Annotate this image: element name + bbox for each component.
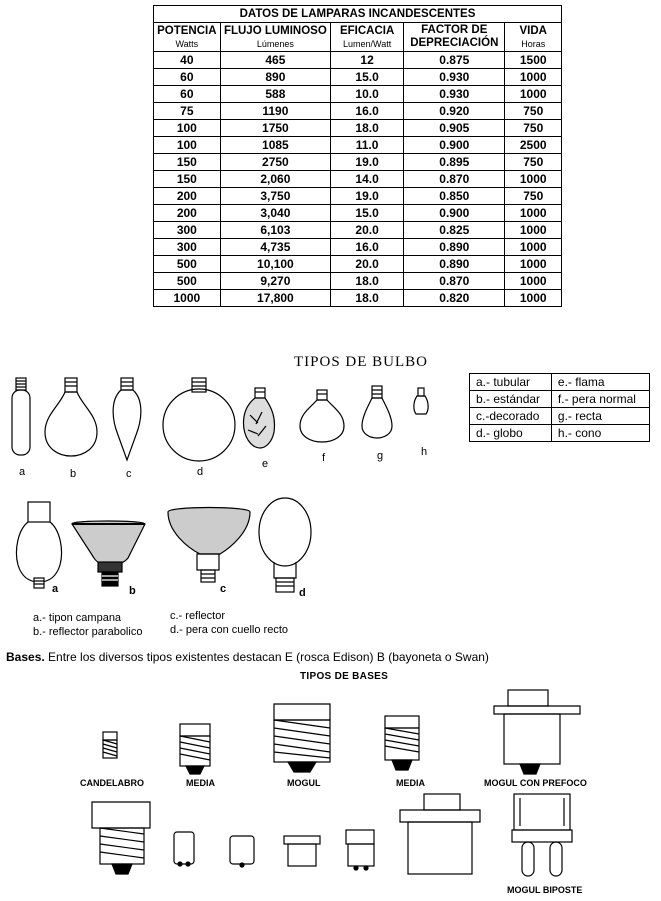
special-caption-left: a.- tipon campana b.- reflector parabolico (33, 612, 143, 638)
table-title: DATOS DE LAMPARAS INCANDESCENTES (154, 6, 562, 23)
table-cell: 1000 (154, 290, 221, 307)
table-cell: 19.0 (331, 154, 404, 171)
base-mogul-prefoco (494, 690, 580, 774)
table-cell: 150 (154, 154, 221, 171)
bases-drawing (0, 690, 661, 900)
base-large-screw (92, 802, 150, 874)
table-cell: 20.0 (331, 222, 404, 239)
base-bayonet-medium (284, 836, 320, 866)
column-header-unit: Watts (175, 38, 199, 49)
column-header-unit: Lúmenes (256, 38, 294, 49)
table-cell: 0.905 (404, 120, 505, 137)
table-row (154, 69, 562, 86)
bulb-letter: b (70, 468, 77, 480)
table-cell: 0.930 (404, 86, 505, 103)
table-cell: 150 (154, 171, 221, 188)
legend-cell: e.- flama (551, 374, 649, 391)
column-header-unit: Lumen/Watt (343, 38, 392, 49)
table-row (154, 120, 562, 137)
legend-cell: g.- recta (551, 408, 649, 425)
table-cell: 0.820 (404, 290, 505, 307)
special-bulb-d (259, 498, 311, 592)
bases-title: TIPOS DE BASES (300, 671, 389, 682)
bulb-letter: g (377, 450, 384, 462)
bulb-f-pear (300, 390, 344, 442)
table-cell: 10,100 (220, 256, 330, 273)
special-bulb-a (16, 502, 61, 588)
table-cell: 15.0 (331, 205, 404, 222)
column-header-unit: Horas (521, 38, 546, 49)
base-mogul (274, 704, 330, 772)
table-cell: 19.0 (331, 188, 404, 205)
table-cell: 588 (220, 86, 330, 103)
bulb-b-standard (45, 378, 97, 456)
table-cell: 0.890 (404, 256, 505, 273)
table-cell: 3,040 (220, 205, 330, 222)
table-cell: 4,735 (220, 239, 330, 256)
table-cell: 2,060 (220, 171, 330, 188)
base-bayonet-small-1 (174, 832, 194, 866)
base-label-mogul-biposte: MOGUL BIPOSTE (507, 885, 583, 895)
table-cell: 100 (154, 120, 221, 137)
bulb-letter: e (262, 458, 269, 470)
bulb-letter: h (421, 446, 428, 458)
table-cell: 500 (154, 256, 221, 273)
table-cell: 200 (154, 188, 221, 205)
bases-intro: Bases. Entre los diversos tipos existentes destacan E (rosca Edison) B (bayoneta o Swan) (6, 650, 489, 664)
legend-cell: c.-decorado (470, 408, 552, 425)
bulb-letter: c (126, 468, 132, 480)
table-cell: 60 (154, 86, 221, 103)
bulb-d-globe (163, 378, 235, 461)
bulb-letter: d (197, 466, 204, 478)
table-cell: 1750 (220, 120, 330, 137)
legend-cell: f.- pera normal (551, 391, 649, 408)
table-cell: 18.0 (331, 120, 404, 137)
table-cell: 9,270 (220, 273, 330, 290)
table-row (154, 256, 562, 273)
table-cell: 0.920 (404, 103, 505, 120)
table-cell: 1000 (505, 205, 562, 222)
table-cell: 10.0 (331, 86, 404, 103)
table-cell: 1000 (505, 290, 562, 307)
table-row (154, 103, 562, 120)
table-cell: 15.0 (331, 69, 404, 86)
table-cell: 1000 (505, 69, 562, 86)
column-header-label: FLUJO LUMINOSO (223, 24, 327, 37)
column-header (404, 23, 505, 52)
special-bulb-letter: c (220, 583, 227, 595)
table-row (154, 154, 562, 171)
special-bulb-letter: d (299, 587, 306, 599)
column-header (505, 23, 562, 52)
legend-cell: a.- tubular (470, 374, 552, 391)
legend-row (470, 408, 650, 425)
table-cell: 3,750 (220, 188, 330, 205)
bulb-a-tubular (12, 378, 30, 455)
legend-row (470, 374, 650, 391)
base-media-1 (180, 724, 210, 774)
table-cell: 1000 (505, 256, 562, 273)
table-cell: 2500 (505, 137, 562, 154)
table-cell: 0.930 (404, 69, 505, 86)
table-cell: 1500 (505, 52, 562, 69)
base-label-mogul: MOGUL (287, 778, 321, 788)
column-header (331, 23, 404, 52)
table-cell: 750 (505, 103, 562, 120)
bulb-e-flame (244, 388, 275, 448)
table-cell: 1190 (220, 103, 330, 120)
table-cell: 0.850 (404, 188, 505, 205)
base-bayonet-small-2 (230, 836, 254, 867)
table-cell: 1000 (505, 273, 562, 290)
table-row (154, 86, 562, 103)
table-cell: 6,103 (220, 222, 330, 239)
base-mogul-prefoco-2 (400, 794, 480, 874)
column-header-label: POTENCIA (157, 24, 217, 37)
table-cell: 300 (154, 239, 221, 256)
table-cell: 17,800 (220, 290, 330, 307)
table-cell: 0.895 (404, 154, 505, 171)
table-cell: 0.825 (404, 222, 505, 239)
bulb-g-straight (362, 386, 392, 438)
table-cell: 18.0 (331, 290, 404, 307)
table-cell: 0.870 (404, 171, 505, 188)
legend-cell: h.- cono (551, 425, 649, 442)
table-cell: 12 (331, 52, 404, 69)
base-label-candelabro: CANDELABRO (80, 778, 144, 788)
table-cell: 1000 (505, 239, 562, 256)
table-row (154, 188, 562, 205)
table-cell: 750 (505, 188, 562, 205)
special-caption-right: c.- reflector d.- pera con cuello recto (170, 610, 289, 636)
legend-cell: d.- globo (470, 425, 552, 442)
column-header (154, 23, 221, 52)
table-cell: 1085 (220, 137, 330, 154)
table-row (154, 222, 562, 239)
table-row (154, 137, 562, 154)
column-header-label: EFICACIA (339, 24, 395, 37)
table-cell: 1000 (505, 171, 562, 188)
special-bulb-c (168, 508, 250, 583)
special-bulb-b (72, 521, 145, 586)
table-cell: 16.0 (331, 103, 404, 120)
legend-row (470, 425, 650, 442)
special-bulbs-drawing (0, 490, 320, 602)
table-cell: 1000 (505, 86, 562, 103)
table-cell: 16.0 (331, 239, 404, 256)
table-cell: 0.890 (404, 239, 505, 256)
bulb-letter: a (19, 466, 26, 478)
bulb-letter: f (322, 452, 326, 464)
table-cell: 40 (154, 52, 221, 69)
lamp-data-table (153, 5, 562, 307)
bulb-h-cone (414, 388, 428, 414)
table-cell: 14.0 (331, 171, 404, 188)
table-cell: 100 (154, 137, 221, 154)
table-row (154, 273, 562, 290)
table-row (154, 290, 562, 307)
bulb-types-title: TIPOS DE BULBO (294, 354, 429, 370)
base-media-2 (385, 716, 419, 770)
table-cell: 0.875 (404, 52, 505, 69)
table-cell: 0.900 (404, 137, 505, 154)
special-bulb-letter: b (129, 585, 136, 597)
special-bulb-letter: a (52, 583, 59, 595)
table-cell: 18.0 (331, 273, 404, 290)
bulb-legend-table (469, 373, 650, 442)
table-cell: 750 (505, 120, 562, 137)
table-cell: 1000 (505, 222, 562, 239)
column-header (220, 23, 330, 52)
table-cell: 500 (154, 273, 221, 290)
table-cell: 200 (154, 205, 221, 222)
table-cell: 890 (220, 69, 330, 86)
table-cell: 300 (154, 222, 221, 239)
column-header-label: FACTOR DE DEPRECIACIÓN (410, 24, 499, 49)
base-mogul-biposte (512, 794, 572, 876)
table-cell: 11.0 (331, 137, 404, 154)
table-cell: 750 (505, 154, 562, 171)
table-row (154, 239, 562, 256)
bulb-c-decorated (113, 378, 141, 460)
table-row (154, 171, 562, 188)
table-cell: 2750 (220, 154, 330, 171)
table-cell: 0.870 (404, 273, 505, 290)
legend-cell: b.- estándar (470, 391, 552, 408)
table-cell: 75 (154, 103, 221, 120)
base-candelabro (103, 732, 117, 758)
table-cell: 465 (220, 52, 330, 69)
table-row (154, 205, 562, 222)
base-bayonet-large (346, 830, 374, 870)
legend-row (470, 391, 650, 408)
table-cell: 0.900 (404, 205, 505, 222)
base-label-media-1: MEDIA (186, 778, 215, 788)
base-label-media-2: MEDIA (396, 778, 425, 788)
table-cell: 20.0 (331, 256, 404, 273)
table-row (154, 52, 562, 69)
table-cell: 60 (154, 69, 221, 86)
column-header-label: VIDA (519, 24, 547, 37)
base-label-mogul-prefoco: MOGUL CON PREFOCO (484, 778, 587, 788)
